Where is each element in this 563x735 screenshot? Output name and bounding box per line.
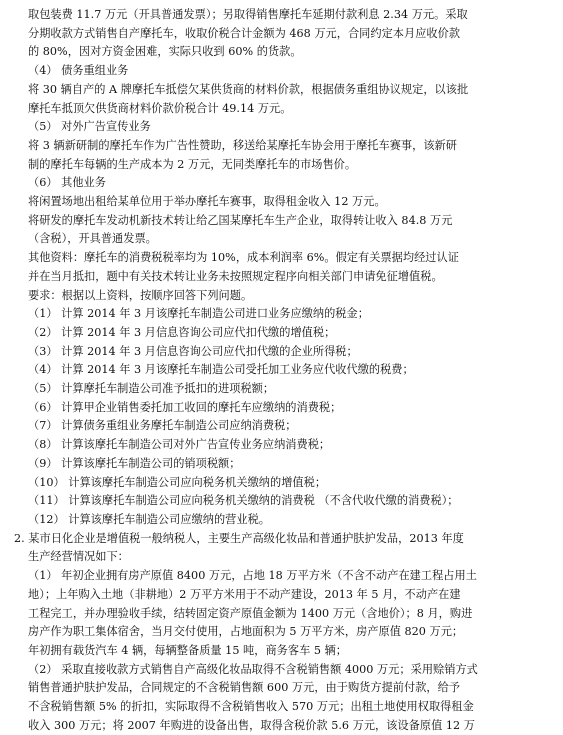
- question-item: （6） 计算甲企业销售委托加工收回的摩托车应缴纳的消费税；: [28, 400, 342, 414]
- text-line: 将闲置场地出租给某单位用于举办摩托车赛事，取得租金收入 12 万元。: [28, 195, 386, 209]
- section-heading: （5） 对外广告宣传业务: [28, 120, 151, 134]
- text-line: 分期收款方式销售自产摩托车，收取价税合计金额为 468 万元，合同约定本月应收价款: [28, 26, 461, 40]
- question-item: （3） 计算 2014 年 3 月信息咨询公司应代扣代缴的企业所得税；: [28, 344, 358, 358]
- text-line: 不含税销售额 5% 的折扣，实际取得不含税销售收入 570 万元；出租土地使用权取得租金: [28, 700, 474, 714]
- text-line: 制的摩托车每辆的生产成本为 2 万元，无同类摩托车的市场售价。: [28, 157, 357, 171]
- text-line: （1） 年初企业拥有房产原值 8400 万元，占地 18 万平方米（不含不动产在建工程占用土: [28, 569, 477, 583]
- question-item: （7） 计算债务重组业务摩托车制造公司应纳消费税；: [28, 419, 297, 433]
- text-line: 将 3 辆新研制的摩托车作为广告性赞助，移送给某摩托车协会用于摩托车赛事，该新研: [28, 138, 457, 152]
- question-item: （5） 计算摩托车制造公司准予抵扣的进项税额；: [28, 382, 275, 396]
- text-line: 年初拥有载货汽车 4 辆，每辆整备质量 15 吨，商务客车 5 辆；: [28, 643, 347, 657]
- question-item: （10） 计算该摩托车制造公司应向税务机关缴纳的增值税；: [28, 475, 327, 489]
- text-line: 将研发的摩托车发动机新技术转让给乙国某摩托车生产企业，取得转让收入 84.8 万元: [28, 213, 453, 227]
- text-line: 并在当月抵扣，题中有关技术转让业务未按照规定程序向相关部门申请免征增值税。: [28, 269, 443, 283]
- question-item: （12） 计算该摩托车制造公司应缴纳的营业税。: [28, 512, 271, 526]
- question-item: （1） 计算 2014 年 3 月该摩托车制造公司进口业务应缴纳的税金；: [28, 307, 369, 321]
- text-line: 销售普通护肤护发品，合同规定的不含税销售额 600 万元，由于购货方提前付款，给予: [28, 681, 461, 695]
- text-line: 收入 300 万元；将 2007 年购进的设备出售，取得含税价款 5.6 万元，该设备原值 12 万: [28, 718, 475, 732]
- problem-heading: 2. 某市日化企业是增值税一般纳税人，主要生产高级化妆品和普通护肤护发品，2013 年度: [14, 531, 464, 545]
- text-line: 生产经营情况如下：: [28, 550, 129, 564]
- text-line: 要求：根据以上资料，按顺序回答下列问题。: [28, 288, 253, 302]
- text-line: 将 30 辆自产的 A 牌摩托车抵偿欠某供货商的材料价款，根据债务重组协议规定，以该批: [28, 82, 469, 96]
- text-line: 取包装费 11.7 万元（开具普通发票）；另取得销售摩托车延期付款利息 2.34 万元。采取: [28, 8, 468, 21]
- text-line: 的 80%，因对方资金困难，实际只收到 60% 的货款。: [28, 45, 302, 59]
- question-item: （8） 计算该摩托车制造公司对外广告宣传业务应纳消费税；: [28, 438, 331, 452]
- section-heading: （4） 债务重组业务: [28, 64, 129, 78]
- text-line: 房产作为职工集体宿舍，当月交付使用，占地面积为 5 万平方米，房产原值 820 万元；: [28, 625, 464, 639]
- text-line: 工程完工，并办理验收手续，结转固定资产原值金额为 1400 万元（含地价）；8 月，购进: [28, 606, 473, 620]
- text-line: （2） 采取直接收款方式销售自产高级化妆品取得不含税销售额 4000 万元；采用赊销方式: [28, 662, 478, 676]
- text-line: 其他资料：摩托车的消费税税率均为 10%，成本利润率 6%。假定有关票据均经过认证: [28, 251, 459, 265]
- text-line: 地）；上年购入土地（非耕地）2 万平方米用于不动产建设，2013 年 5 月，不动产在建: [28, 587, 461, 601]
- section-heading: （6） 其他业务: [28, 176, 106, 190]
- question-item: （9） 计算该摩托车制造公司的销项税额；: [28, 456, 241, 470]
- question-item: （4） 计算 2014 年 3 月该摩托车制造公司受托加工业务应代收代缴的税费；: [28, 363, 414, 377]
- question-item: （2） 计算 2014 年 3 月信息咨询公司应代扣代缴的增值税；: [28, 325, 336, 339]
- text-line: 摩托车抵顶欠供货商材料价款价税合计 49.14 万元。: [28, 101, 292, 115]
- text-line: （含税），开具普通发票。: [28, 232, 157, 246]
- question-item: （11） 计算该摩托车制造公司应向税务机关缴纳的消费税 （不含代收代缴的消费税）；: [28, 494, 459, 508]
